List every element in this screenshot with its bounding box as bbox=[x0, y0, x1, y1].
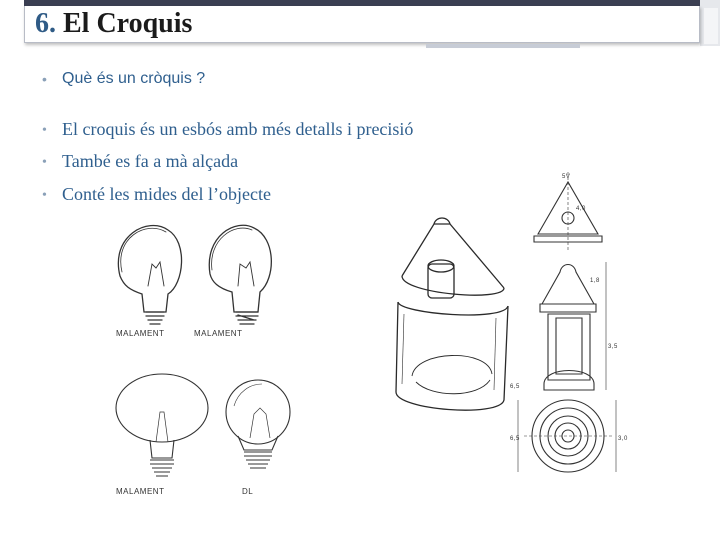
dimension-label: 5V bbox=[562, 174, 571, 180]
bulb-label: DL bbox=[242, 487, 254, 496]
dimension-label: 1,8 bbox=[590, 278, 600, 284]
bullet-item bbox=[42, 184, 271, 205]
bullet-question bbox=[42, 70, 205, 88]
right-corner-inner bbox=[704, 8, 718, 44]
bullet-dot-icon: • bbox=[42, 154, 47, 170]
sketch-bulbs-bottom bbox=[110, 372, 310, 500]
bullet-item bbox=[42, 151, 238, 172]
title-box bbox=[24, 6, 700, 43]
technical-drawing bbox=[510, 170, 630, 480]
dimension-label: 4,0 bbox=[576, 206, 586, 212]
page-title bbox=[35, 10, 192, 38]
bullet-text: També es fa a mà alçada bbox=[62, 151, 239, 171]
dimension-label: 3,0 bbox=[618, 436, 628, 442]
bulb-label: MALAMENT bbox=[116, 487, 165, 496]
dimension-label: 6,5 bbox=[510, 384, 520, 390]
bulb-label: MALAMENT bbox=[194, 329, 243, 338]
bullet-dot-icon: • bbox=[42, 187, 47, 203]
dimension-label: 6,5 bbox=[510, 436, 520, 442]
bullet-text: Conté les mides del l’objecte bbox=[62, 184, 271, 204]
bullet-text: Què és un cròquis ? bbox=[62, 70, 206, 87]
title-text: El Croquis bbox=[63, 8, 193, 39]
bulb-label: MALAMENT bbox=[116, 329, 165, 338]
title-number: 6. bbox=[35, 8, 56, 39]
sketch-cylinder-object bbox=[392, 214, 516, 420]
bullet-dot-icon: • bbox=[42, 70, 47, 87]
bullet-item bbox=[42, 119, 413, 140]
bullet-dot-icon: • bbox=[42, 122, 47, 138]
title-accent-bar bbox=[426, 44, 580, 48]
dimension-label: 3,5 bbox=[608, 344, 618, 350]
bullet-text: El croquis és un esbós amb més detalls i precisió bbox=[62, 119, 414, 139]
sketch-bulbs-top bbox=[108, 216, 308, 346]
